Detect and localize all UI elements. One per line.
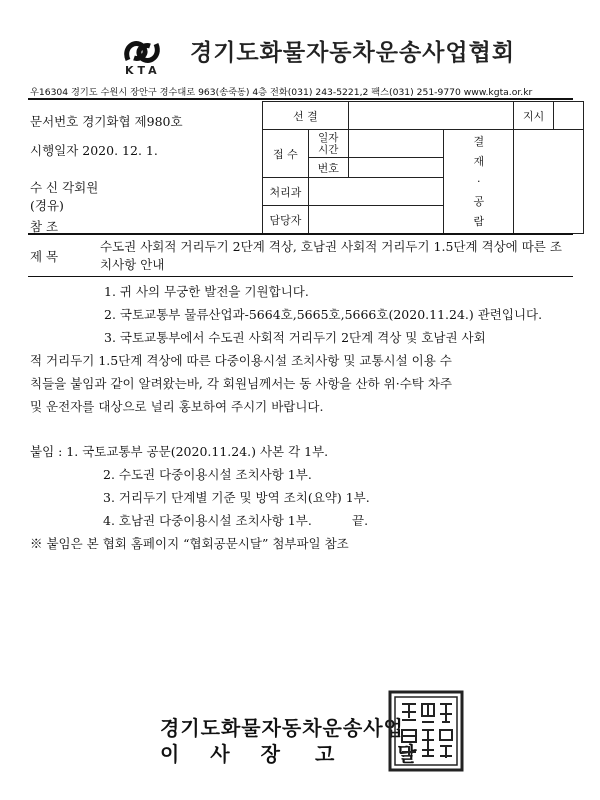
seongyeol-label: 선 결 bbox=[263, 102, 349, 130]
header-divider bbox=[28, 98, 573, 100]
subject-bottom-rule bbox=[28, 276, 573, 277]
cheoriga-label: 처리과 bbox=[263, 178, 309, 206]
signature-org: 경기도화물자동차운송사업 bbox=[160, 716, 404, 740]
beonho-cell bbox=[348, 158, 444, 178]
body-para-1: 1. 귀 사의 무궁한 발전을 기원합니다. bbox=[104, 284, 309, 299]
doc-date: 시행일자 2020. 12. 1. bbox=[30, 143, 158, 158]
seongyeol-cell bbox=[348, 102, 513, 130]
attachment-1: 붙임 : 1. 국토교통부 공문(2020.11.24.) 사본 각 1부. bbox=[30, 444, 329, 459]
doc-number: 문서번호 경기화협 제980호 bbox=[30, 114, 183, 129]
jisi-label: 지시 bbox=[514, 102, 554, 130]
attachment-note: ※ 붙임은 본 협회 홈페이지 “협회공문시달” 첨부파일 참조 bbox=[30, 536, 349, 551]
damdangja-cell bbox=[308, 206, 444, 234]
signature-title: 이 사 장 bbox=[160, 742, 292, 766]
body-para-3-line-1: 3. 국토교통부에서 수도권 사회적 거리두기 2단계 격상 및 호남권 사회 bbox=[104, 330, 486, 345]
subject-top-rule bbox=[28, 233, 573, 235]
body-para-3-line-3: 칙들을 붙임과 같이 알려왔는바, 각 회원님께서는 동 사항을 산하 위·수탁 차주 bbox=[30, 376, 453, 391]
gyeoljae-cell bbox=[514, 130, 584, 234]
reference: 참 조 bbox=[30, 219, 59, 234]
attachment-2: 2. 수도권 다중이용시설 조치사항 1부. bbox=[103, 467, 312, 482]
address-line: 우16304 경기도 수원시 장안구 경수대로 963(송죽동) 4층 전화(031) 243-5221,2 팩스(031) 251-9770 www.kgta.or.kr bbox=[30, 87, 533, 98]
signature-name: 고 달 bbox=[315, 742, 445, 766]
beonho-label: 번호 bbox=[308, 158, 348, 178]
damdangja-label: 담당자 bbox=[263, 206, 309, 234]
body-para-3-line-2: 적 거리두기 1.5단계 격상에 따른 다중이용시설 조치사항 및 교통시설 이용 수 bbox=[30, 353, 452, 368]
jeopsu-label: 접 수 bbox=[263, 130, 309, 178]
ilja-sigan-cell bbox=[348, 130, 444, 158]
body-para-2: 2. 국토교통부 물류산업과-5664호,5665호,5666호(2020.11.24.) 관련입니다. bbox=[104, 307, 543, 322]
attachment-4: 4. 호남권 다중이용시설 조치사항 1부. bbox=[103, 513, 312, 528]
logo-text: KTA bbox=[125, 64, 161, 77]
via: (경유) bbox=[30, 198, 64, 213]
attachment-end: 끝. bbox=[352, 513, 369, 528]
cheoriga-cell bbox=[308, 178, 444, 206]
subject-text: 수도권 사회적 거리두기 2단계 격상, 호남권 사회적 거리두기 1.5단계 격상에 따른 조치사항 안내 bbox=[100, 239, 562, 272]
official-seal-icon bbox=[388, 690, 464, 772]
recipient: 수 신 각회원 bbox=[30, 180, 99, 195]
org-name: 경기도화물자동차운송사업협회 bbox=[190, 40, 516, 66]
jisi-cell bbox=[554, 102, 584, 130]
approval-table bbox=[262, 101, 584, 234]
ilja-sigan-label: 일자 시간 bbox=[308, 130, 348, 158]
body-para-3-line-4: 및 운전자를 대상으로 널리 홍보하여 주시기 바랍니다. bbox=[30, 399, 324, 414]
gyeoljae-label: 결 재 · 공 람 bbox=[444, 130, 514, 234]
attachment-3: 3. 거리두기 단계별 기준 및 방역 조치(요약) 1부. bbox=[103, 490, 370, 505]
subject-label: 제 목 bbox=[30, 249, 59, 264]
